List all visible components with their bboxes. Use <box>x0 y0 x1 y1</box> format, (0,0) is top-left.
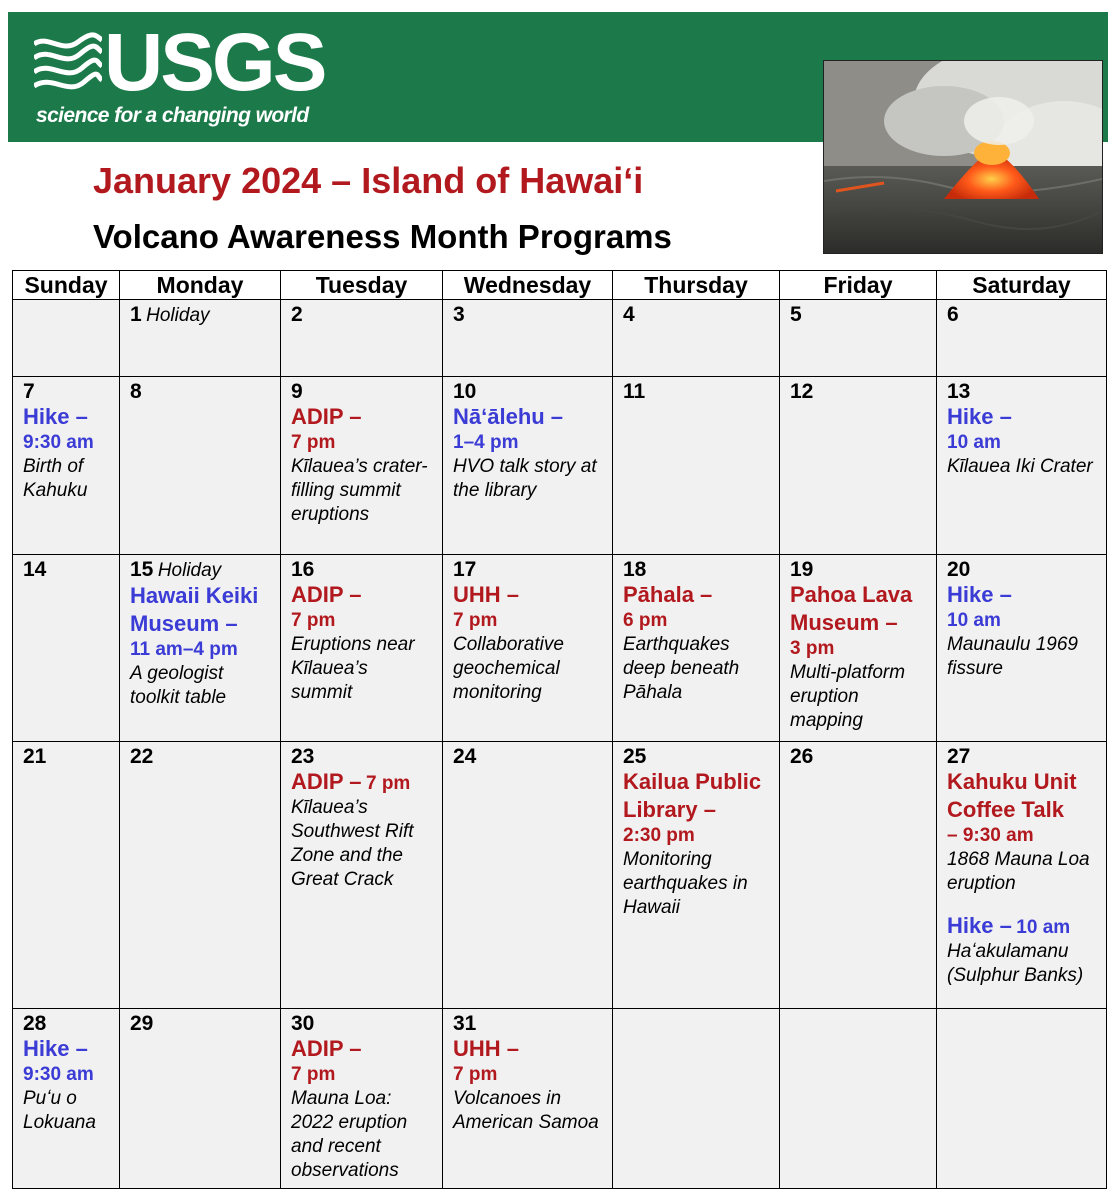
usgs-tagline: science for a changing world <box>36 104 309 127</box>
event-title: Hike – <box>947 404 1012 429</box>
calendar-table <box>12 270 1107 1189</box>
day-cell-26[interactable] <box>780 742 937 1009</box>
weekday-header-row <box>13 271 1107 300</box>
event-time: 7 pm <box>291 1064 336 1085</box>
event-time: – 9:30 am <box>947 825 1034 846</box>
event-description: Birth of Kahuku <box>23 456 88 501</box>
day-number: 9 <box>291 380 303 403</box>
day-cell-25[interactable] <box>613 742 780 1009</box>
event-time: 1–4 pm <box>453 432 519 453</box>
event-title: Hike – <box>947 582 1012 607</box>
event-description: Earthquakes deep beneath Pāhala <box>623 634 740 703</box>
day-number: 4 <box>623 303 635 326</box>
day-number: 26 <box>790 745 814 768</box>
day-number: 18 <box>623 558 647 581</box>
day-cell-4[interactable] <box>613 300 780 377</box>
event-title: ADIP – <box>291 1036 362 1061</box>
day-number: 2 <box>291 303 303 326</box>
event-description: HVO talk story at the library <box>453 456 597 501</box>
day-cell-31[interactable] <box>443 1009 613 1189</box>
day-cell-11[interactable] <box>613 377 780 555</box>
event-description: A geologist toolkit table <box>130 663 227 708</box>
usgs-waves-icon <box>34 30 102 98</box>
event-description: Kīlauea’s crater-filling summit eruptions <box>291 456 428 525</box>
day-cell-8[interactable] <box>120 377 281 555</box>
week-row <box>13 300 1107 377</box>
day-number: 22 <box>130 745 154 768</box>
event-title: Hike – <box>947 913 1012 938</box>
event-description: 1868 Mauna Loa eruption <box>947 849 1090 894</box>
event-time: 7 pm <box>365 773 411 794</box>
day-number: 24 <box>453 745 477 768</box>
weekday-wednesday: Wednesday <box>443 271 613 300</box>
day-number: 10 <box>453 380 477 403</box>
event-description: Multi-platform eruption mapping <box>790 662 906 731</box>
day-number: 1 <box>130 303 142 326</box>
event-time: 7 pm <box>453 610 498 631</box>
event-title: ADIP – <box>291 769 362 794</box>
day-cell-18[interactable] <box>613 555 780 742</box>
day-cell-10[interactable] <box>443 377 613 555</box>
event-title: ADIP – <box>291 404 362 429</box>
day-number: 28 <box>23 1012 47 1035</box>
event-description: Volcanoes in American Samoa <box>453 1088 599 1133</box>
event-title: Hike – <box>23 1036 88 1061</box>
day-cell-empty <box>780 1009 937 1189</box>
week-row <box>13 742 1107 1009</box>
day-number: 20 <box>947 558 971 581</box>
day-cell-5[interactable] <box>780 300 937 377</box>
event-time: 9:30 am <box>23 432 94 453</box>
event-time: 7 pm <box>453 1064 498 1085</box>
weekday-tuesday: Tuesday <box>281 271 443 300</box>
day-number: 23 <box>291 745 315 768</box>
event-title: Hawaii Keiki Museum – <box>130 583 259 636</box>
day-number: 25 <box>623 745 647 768</box>
page-subtitle: Volcano Awareness Month Programs <box>93 218 672 255</box>
event-description: Maunaulu 1969 fissure <box>947 634 1078 679</box>
weekday-sunday: Sunday <box>13 271 120 300</box>
day-cell-1[interactable] <box>120 300 281 377</box>
event-description: Monitoring earthquakes in Hawaii <box>623 849 748 918</box>
day-number: 13 <box>947 380 971 403</box>
day-number: 12 <box>790 380 814 403</box>
day-number: 11 <box>623 380 646 403</box>
week-row <box>13 377 1107 555</box>
event-time: 10 am <box>947 610 1001 631</box>
day-number: 6 <box>947 303 959 326</box>
page-title: January 2024 – Island of Hawaiʻi <box>93 160 644 201</box>
day-number: 8 <box>130 380 142 403</box>
day-cell-17[interactable] <box>443 555 613 742</box>
day-cell-15[interactable] <box>120 555 281 742</box>
event-description: Puʻu o Lokuana <box>23 1088 96 1133</box>
event-title: Nāʻālehu – <box>453 404 564 429</box>
volcano-eruption-photo <box>823 60 1103 254</box>
event-description: Eruptions near Kīlauea’s summit <box>291 634 415 703</box>
day-number: 30 <box>291 1012 315 1035</box>
event-title: ADIP – <box>291 582 362 607</box>
day-cell-19[interactable] <box>780 555 937 742</box>
day-number: 29 <box>130 1012 154 1035</box>
event-description: Mauna Loa: 2022 eruption and recent observations <box>291 1088 408 1181</box>
day-cell-3[interactable] <box>443 300 613 377</box>
day-cell-empty <box>937 1009 1107 1189</box>
day-cell-22[interactable] <box>120 742 281 1009</box>
day-cell-2[interactable] <box>281 300 443 377</box>
day-cell-28[interactable] <box>13 1009 120 1189</box>
event-time: 6 pm <box>623 610 668 631</box>
day-cell-7[interactable] <box>13 377 120 555</box>
day-number: 15 <box>130 558 154 581</box>
day-number: 3 <box>453 303 465 326</box>
day-cell-27[interactable] <box>937 742 1107 1009</box>
day-number: 7 <box>23 380 35 403</box>
event-time: 7 pm <box>291 432 336 453</box>
event-time: 9:30 am <box>23 1064 94 1085</box>
weekday-friday: Friday <box>780 271 937 300</box>
event-title: Pāhala – <box>623 582 713 607</box>
day-number: 14 <box>23 558 47 581</box>
day-cell-12[interactable] <box>780 377 937 555</box>
event-description: Kīlauea’s Southwest Rift Zone and the Great Crack <box>291 797 414 890</box>
event-description: Kīlauea Iki Crater <box>947 456 1093 477</box>
holiday-label: Holiday <box>146 305 210 326</box>
day-cell-16[interactable] <box>281 555 443 742</box>
event-description: Haʻakulamanu (Sulphur Banks) <box>947 941 1084 986</box>
day-cell-21[interactable] <box>13 742 120 1009</box>
day-cell-24[interactable] <box>443 742 613 1009</box>
weekday-thursday: Thursday <box>613 271 780 300</box>
day-cell-9[interactable] <box>281 377 443 555</box>
week-row <box>13 555 1107 742</box>
event-title: UHH – <box>453 582 520 607</box>
event-title: Kahuku Unit Coffee Talk <box>947 769 1077 822</box>
day-cell-empty <box>613 1009 780 1189</box>
day-cell-30[interactable] <box>281 1009 443 1189</box>
event-time: 11 am–4 pm <box>130 639 238 660</box>
event-time: 2:30 pm <box>623 825 695 846</box>
day-cell-empty <box>13 300 120 377</box>
event-time: 10 am <box>1016 917 1071 938</box>
day-cell-23[interactable] <box>281 742 443 1009</box>
event-time: 7 pm <box>291 610 336 631</box>
weekday-saturday: Saturday <box>937 271 1107 300</box>
event-time: 10 am <box>947 432 1001 453</box>
holiday-label: Holiday <box>157 560 222 581</box>
usgs-wordmark: USGS <box>104 17 325 108</box>
day-cell-13[interactable] <box>937 377 1107 555</box>
day-cell-14[interactable] <box>13 555 120 742</box>
event-time: 3 pm <box>790 638 835 659</box>
event-description: Collaborative geochemical monitoring <box>453 634 564 703</box>
day-cell-6[interactable] <box>937 300 1107 377</box>
event-title: Hike – <box>23 404 88 429</box>
day-number: 16 <box>291 558 315 581</box>
day-number: 21 <box>23 745 47 768</box>
day-number: 17 <box>453 558 477 581</box>
event-title: Kailua Public Library – <box>623 769 762 822</box>
day-number: 31 <box>453 1012 477 1035</box>
event-title: Pahoa Lava Museum – <box>790 582 913 635</box>
usgs-logo[interactable] <box>30 17 325 132</box>
event-title: UHH – <box>453 1036 520 1061</box>
day-number: 27 <box>947 745 971 768</box>
day-number: 5 <box>790 303 802 326</box>
day-cell-20[interactable] <box>937 555 1107 742</box>
day-cell-29[interactable] <box>120 1009 281 1189</box>
week-row <box>13 1009 1107 1189</box>
weekday-monday: Monday <box>120 271 281 300</box>
day-number: 19 <box>790 558 814 581</box>
